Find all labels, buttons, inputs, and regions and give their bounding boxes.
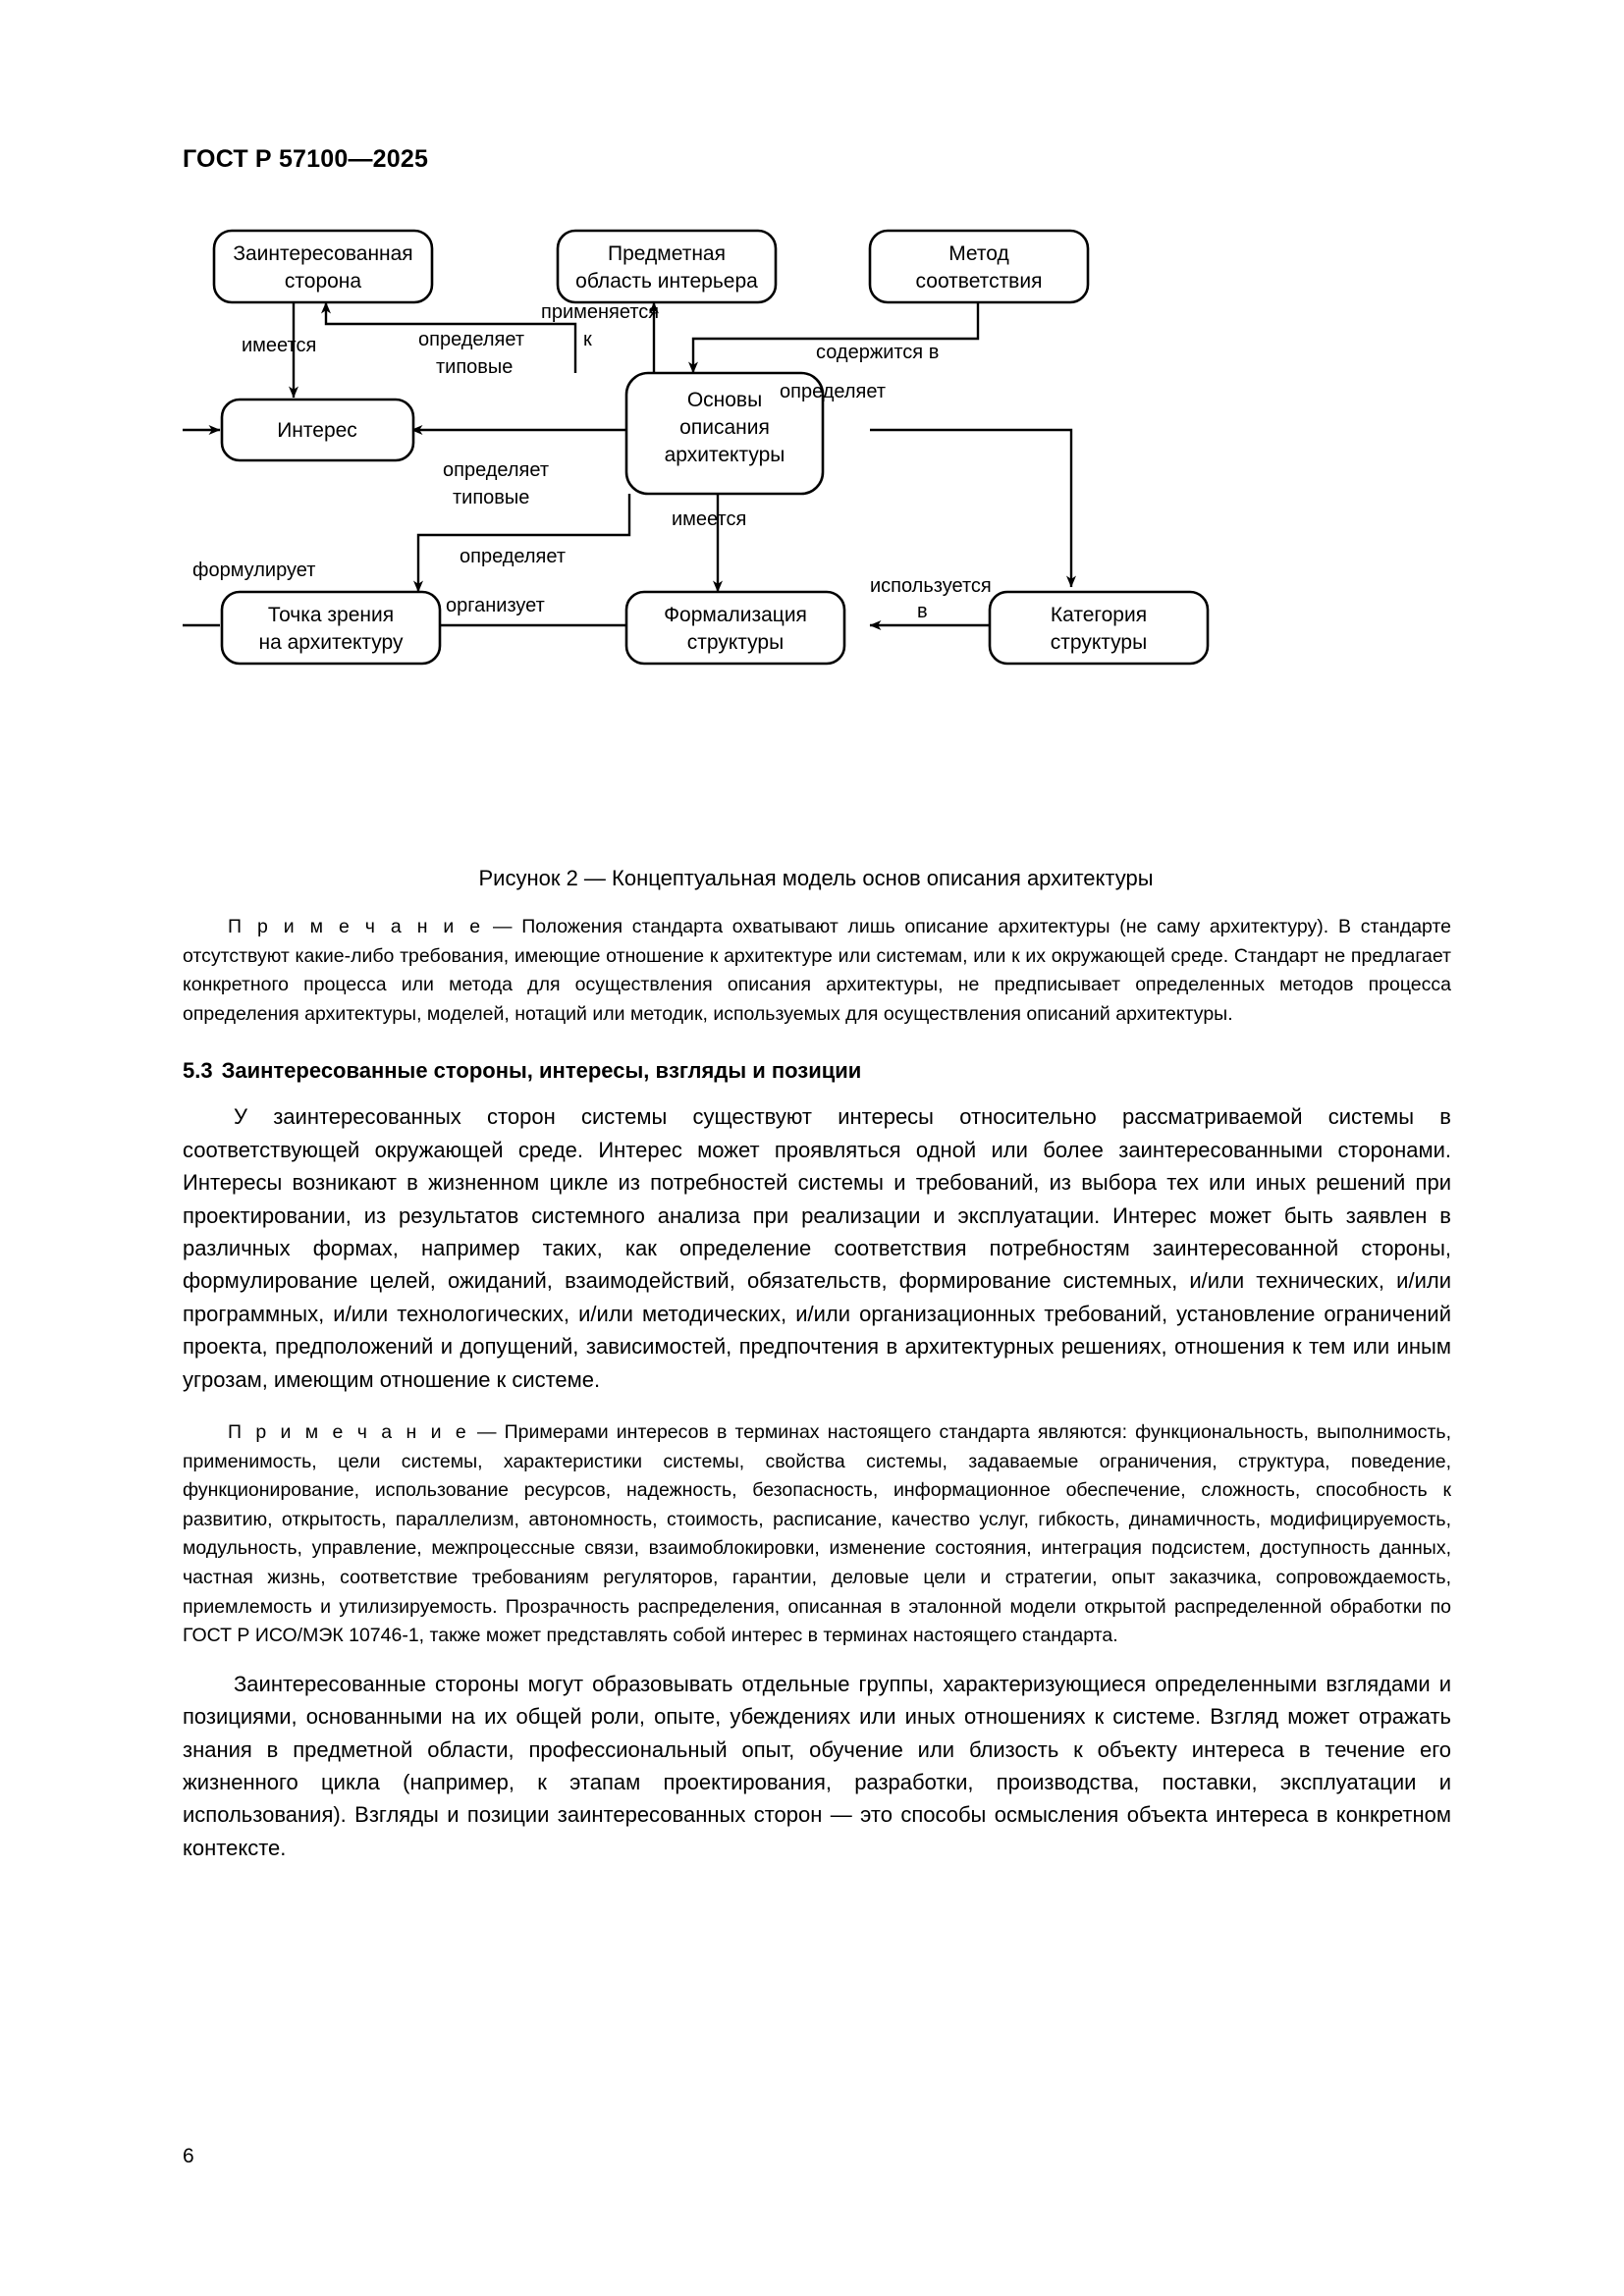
edge-label-used-in-2: в — [917, 601, 928, 622]
node-method-line2: соответствия — [915, 270, 1043, 293]
node-viewpoint — [222, 592, 440, 664]
node-formalization — [626, 592, 844, 664]
paragraph-1-text: У заинтересованных сторон системы существуют интересы относительно рассматриваемой системы в соответствующей окружающей среде. Интерес может проявляться одной или более заинтересованными сторонами. Интересы возникают в жизненном цикле из потребностей системы и требований, из выбора тех или иных решений при проектировании, из результатов системного анализа при реализации и эксплуатации. Интерес может быть заявлен в различных формах, например таких, как определение соответствия потребностям заинтересованной стороны, формулирование целей, ожиданий, взаимодействий, обязательств, формирование системных, и/или технических, и/или программных, и/или технологических, и/или методических, и/или организационных требований, установление ограничений проекта, предположений и допущений, зависимостей, предпочтения в архитектурных решениях, отношения к тем или иным угрозам, имеющим отношение к системе. — [183, 1104, 1451, 1392]
node-domain-line2: область интерьера — [575, 270, 758, 293]
node-method — [870, 231, 1088, 302]
edge-label-defines-typical-mid-1: определяет — [443, 459, 550, 481]
edge-label-defines-typical-top-2: типовые — [436, 356, 514, 378]
note-dash-2: — — [476, 1421, 497, 1444]
node-stakeholder-line2: сторона — [284, 270, 362, 293]
node-interest — [222, 400, 413, 460]
node-domain — [558, 231, 776, 302]
edge-label-used-in-1: используется — [870, 575, 992, 597]
edge-label-organizes: организует — [446, 595, 545, 616]
edge-label-has-top: имеется — [242, 335, 317, 356]
node-stakeholder-line1: Заинтересованная — [233, 242, 413, 265]
node-category-line1: Категория — [1050, 604, 1148, 626]
edge-label-applied-to-2: к — [583, 329, 592, 350]
section-title: Заинтересованные стороны, интересы, взгляды и позиции — [221, 1058, 862, 1084]
edge-label-defines-low: определяет — [460, 546, 567, 567]
running-head: ГОСТ Р 57100—2025 — [183, 145, 429, 173]
note-dash: — — [492, 916, 513, 937]
page-body — [183, 913, 1451, 1864]
node-formalization-line2: структуры — [686, 631, 785, 654]
node-formalization-line1: Формализация — [664, 604, 807, 626]
note-1-text: Положения стандарта охватывают лишь описание архитектуры (не саму архитектуру). В стандарте отсутствуют какие-либо требования, имеющие отношение к архитектуре или системам, или к их окружающей среде. Стандарт не предлагает конкретного процесса или метода для осуществления описания архитектуры, не предписывает определенных методов процесса определения архитектуры, моделей, нотаций или методик, используемых для осуществления описаний архитектуры. — [183, 916, 1452, 1025]
node-method-line1: Метод — [948, 242, 1009, 265]
figure-2-diagram — [183, 221, 1449, 869]
edge-label-applied-to-1: применяется — [541, 301, 660, 323]
node-interest-label: Интерес — [277, 419, 357, 442]
node-category — [990, 592, 1208, 664]
node-category-line2: структуры — [1050, 631, 1148, 654]
node-basis-line3: архитектуры — [664, 444, 785, 466]
section-paragraph-1 — [183, 1100, 1451, 1396]
node-stakeholder — [214, 231, 432, 302]
paragraph-2-text: Заинтересованные стороны могут образовывать отдельные группы, характеризующиеся определенными взглядами и позициями, основанными на их общей роли, опыте, убеждениях или иных отношениях к системе. Взгляд может отражать знания в предметной области, профессиональный опыт, обучение или близость к объекту интереса в течение его жизненного цикла (например, к этапам проектирования, разработки, производства, поставки, эксплуатации и использования). Взгляды и позиции заинтересованных сторон — это способы осмысления объекта интереса в конкретном контексте. — [183, 1671, 1451, 1860]
node-basis-line1: Основы — [686, 389, 763, 411]
node-viewpoint-line2: на архитектуру — [258, 631, 404, 654]
node-domain-line1: Предметная — [608, 242, 726, 265]
edge-label-defines-typical-mid-2: типовые — [453, 487, 530, 508]
note-block-1 — [183, 913, 1451, 1029]
note-label-2: П р и м е ч а н и е — [228, 1421, 469, 1444]
node-basis-line2: описания — [679, 416, 770, 439]
edge-label-defines-right: определяет — [780, 381, 887, 402]
edge-label-defines-typical-top-1: определяет — [418, 329, 525, 350]
node-viewpoint-line1: Точка зрения — [267, 604, 395, 626]
section-heading-5-3 — [183, 1058, 1451, 1084]
page-number: 6 — [183, 2145, 194, 2167]
section-paragraph-2 — [183, 1668, 1451, 1864]
note-2-text: Примерами интересов в терминах настоящего стандарта являются: функциональность, выполнимость, применимость, цели системы, характеристики системы, свойства системы, задаваемые ограничения, структура, поведение, функционирование, использование ресурсов, надежность, безопасность, информационное обеспечение, сложность, способность к развитию, открытость, параллелизм, автономность, стоимость, расписание, качество услуг, гибкость, динамичность, модифицируемость, модульность, управление, межпроцессные связи, взаимоблокировки, изменение состояния, интеграция подсистем, доступность данных, частная жизнь, соответствие требованиям регуляторов, гарантии, деловые цели и стратегии, опыт заказчика, сопровождаемость, приемлемость и утилизируемость. Прозрачность распределения, описанная в эталонной модели открытой распределенной обработки по ГОСТ Р ИСО/МЭК 10746-1, также может представлять собой интерес в терминах настоящего стандарта. — [183, 1421, 1451, 1647]
note-block-2 — [183, 1418, 1451, 1651]
section-number: 5.3 — [183, 1058, 213, 1084]
feedback-loop-line — [183, 430, 220, 625]
note-label: П р и м е ч а н и е — [228, 916, 484, 937]
edge-label-has-mid: имеется — [672, 508, 747, 530]
figure-caption: Рисунок 2 — Концептуальная модель основ описания архитектуры — [478, 866, 1154, 890]
edge-label-contained-in: содержится в — [816, 342, 940, 363]
edge-label-formulates: формулирует — [192, 560, 316, 581]
